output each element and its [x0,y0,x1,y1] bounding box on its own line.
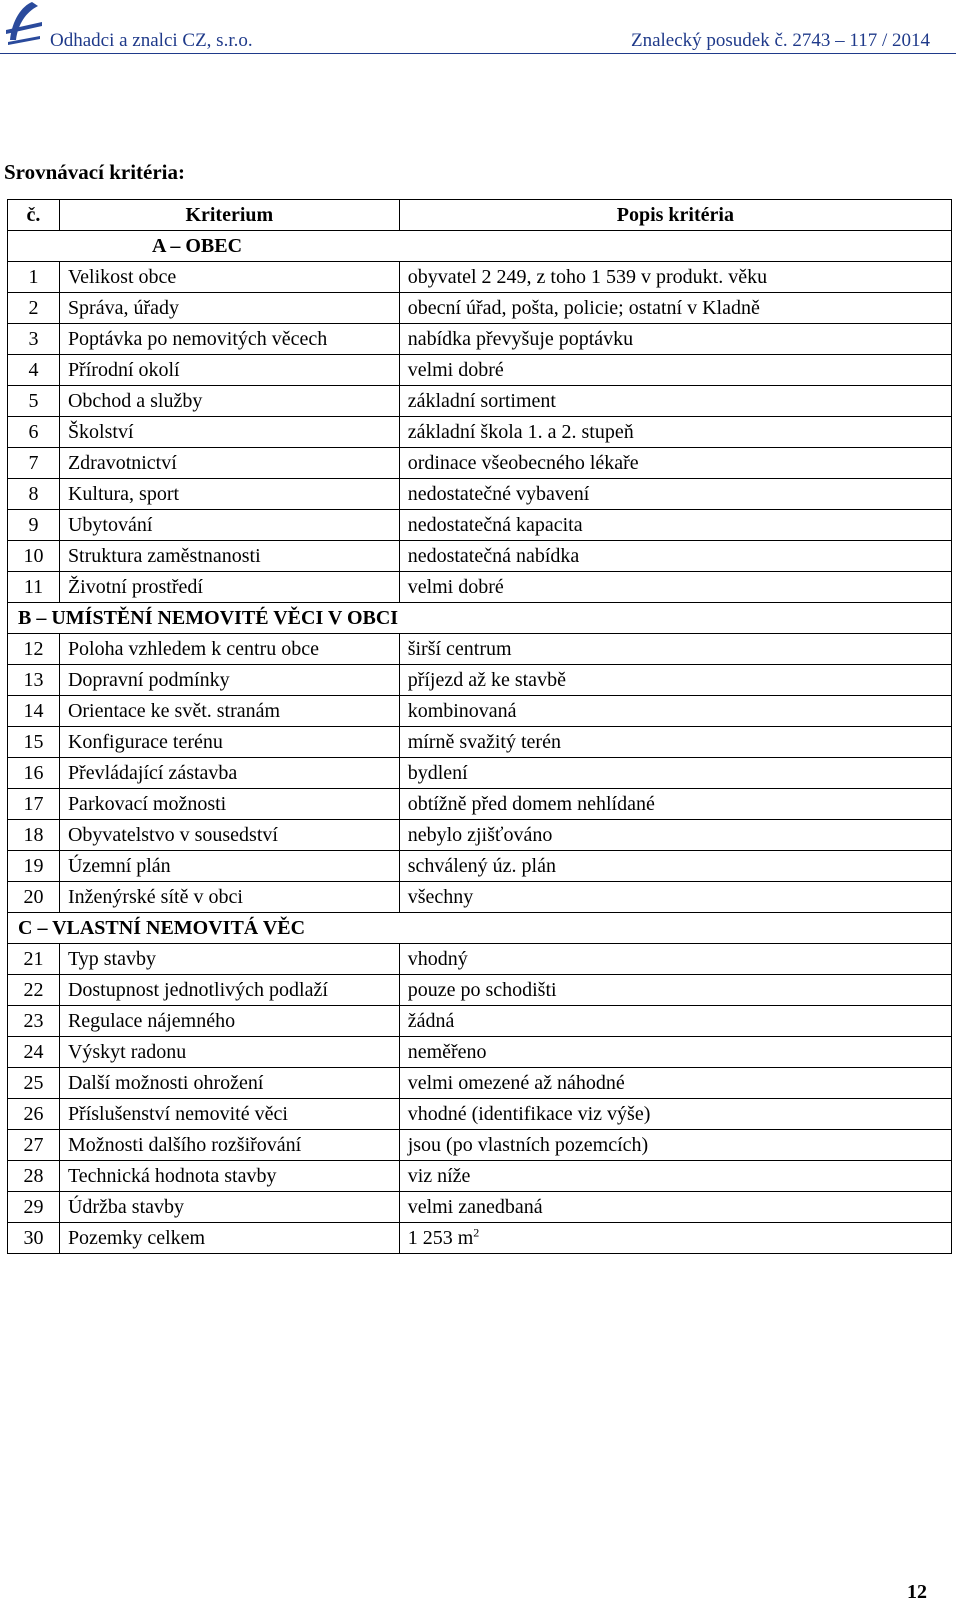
criterion-cell: Velikost obce [59,262,399,293]
description-cell: kombinovaná [399,696,951,727]
description-text: 1 253 m [407,1227,474,1249]
description-cell: nebylo zjišťováno [399,820,951,851]
table-row [8,448,952,479]
table-row [8,293,952,324]
row-number: 14 [8,696,60,727]
row-number: 20 [8,882,60,913]
group-header-row [8,231,952,262]
table-row [8,1037,952,1068]
row-number: 26 [8,1099,60,1130]
criterion-cell: Inženýrské sítě v obci [59,882,399,913]
row-number: 23 [8,1006,60,1037]
criterion-cell: Orientace ke svět. stranám [59,696,399,727]
row-number: 8 [8,479,60,510]
description-cell: ordinace všeobecného lékaře [399,448,951,479]
group-title: C – VLASTNÍ NEMOVITÁ VĚC [8,913,952,944]
unit-superscript: 2 [473,1225,480,1240]
criterion-cell: Převládající zástavba [59,758,399,789]
table-row [8,882,952,913]
description-cell: všechny [399,882,951,913]
description-cell: obyvatel 2 249, z toho 1 539 v produkt. věku [399,262,951,293]
description-cell: širší centrum [399,634,951,665]
criterion-cell: Dopravní podmínky [59,665,399,696]
row-number: 25 [8,1068,60,1099]
criterion-cell: Konfigurace terénu [59,727,399,758]
table-row [8,1192,952,1223]
criterion-cell: Správa, úřady [59,293,399,324]
criterion-cell: Struktura zaměstnanosti [59,541,399,572]
table-row [8,1068,952,1099]
row-number: 29 [8,1192,60,1223]
column-header-description: Popis kritéria [399,200,951,231]
criterion-cell: Ubytování [59,510,399,541]
table-row [8,1161,952,1192]
criterion-cell: Parkovací možnosti [59,789,399,820]
criterion-cell: Obyvatelstvo v sousedství [59,820,399,851]
table-row [8,851,952,882]
criterion-cell: Přírodní okolí [59,355,399,386]
row-number: 5 [8,386,60,417]
table-row [8,789,952,820]
description-cell: velmi dobré [399,355,951,386]
description-cell: velmi dobré [399,572,951,603]
table-row [8,510,952,541]
table-row [8,262,952,293]
criterion-cell: Další možnosti ohrožení [59,1068,399,1099]
company-logo-icon [4,0,44,50]
description-cell: vhodné (identifikace viz výše) [399,1099,951,1130]
table-row [8,1006,952,1037]
row-number: 21 [8,944,60,975]
row-number: 22 [8,975,60,1006]
row-number: 18 [8,820,60,851]
criterion-cell: Dostupnost jednotlivých podlaží [59,975,399,1006]
section-title: Srovnávací kritéria: [4,160,186,184]
table-header-row [8,200,952,231]
row-number: 1 [8,262,60,293]
row-number: 11 [8,572,60,603]
table-row [8,541,952,572]
row-number: 15 [8,727,60,758]
table-row [8,634,952,665]
criterion-cell: Příslušenství nemovité věci [59,1099,399,1130]
table-row [8,944,952,975]
description-cell: žádná [399,1006,951,1037]
group-header-row [8,603,952,634]
description-cell: obecní úřad, pošta, policie; ostatní v Kladně [399,293,951,324]
table-row [8,324,952,355]
criterion-cell: Údržba stavby [59,1192,399,1223]
header-divider [0,53,956,54]
description-cell: velmi zanedbaná [399,1192,951,1223]
table-row [8,820,952,851]
description-cell: pouze po schodišti [399,975,951,1006]
criterion-cell: Životní prostředí [59,572,399,603]
description-cell: vhodný [399,944,951,975]
table-row [8,727,952,758]
description-cell: nedostatečná nabídka [399,541,951,572]
row-number: 9 [8,510,60,541]
description-cell: jsou (po vlastních pozemcích) [399,1130,951,1161]
table-row [8,479,952,510]
row-number: 7 [8,448,60,479]
description-cell: velmi omezené až náhodné [399,1068,951,1099]
row-number: 30 [8,1223,60,1254]
page-header [0,0,960,56]
group-header-row [8,913,952,944]
table-row [8,572,952,603]
table-row [8,386,952,417]
table-row [8,1130,952,1161]
criterion-cell: Pozemky celkem [59,1223,399,1254]
row-number: 4 [8,355,60,386]
criterion-cell: Školství [59,417,399,448]
description-cell: nabídka převyšuje poptávku [399,324,951,355]
row-number: 6 [8,417,60,448]
row-number: 27 [8,1130,60,1161]
criteria-table [7,199,952,1254]
document-reference: Znalecký posudek č. 2743 – 117 / 2014 [630,30,930,51]
criterion-cell: Technická hodnota stavby [59,1161,399,1192]
criterion-cell: Poloha vzhledem k centru obce [59,634,399,665]
table-row [8,696,952,727]
row-number: 24 [8,1037,60,1068]
page-number: 12 [907,1581,927,1603]
column-header-criterion: Kriterium [59,200,399,231]
description-cell: nedostatečná kapacita [399,510,951,541]
criterion-cell: Regulace nájemného [59,1006,399,1037]
row-number: 17 [8,789,60,820]
row-number: 2 [8,293,60,324]
row-number: 13 [8,665,60,696]
criterion-cell: Typ stavby [59,944,399,975]
description-cell: nedostatečné vybavení [399,479,951,510]
criterion-cell: Kultura, sport [59,479,399,510]
column-header-number: č. [8,200,60,231]
description-cell: základní sortiment [399,386,951,417]
criterion-cell: Územní plán [59,851,399,882]
row-number: 19 [8,851,60,882]
row-number: 16 [8,758,60,789]
group-title: A – OBEC [8,231,952,262]
description-cell: viz níže [399,1161,951,1192]
criteria-table-body [8,231,952,1254]
criterion-cell: Výskyt radonu [59,1037,399,1068]
description-cell: příjezd až ke stavbě [399,665,951,696]
table-row [8,975,952,1006]
description-cell: schválený úz. plán [399,851,951,882]
row-number: 12 [8,634,60,665]
row-number: 10 [8,541,60,572]
criterion-cell: Zdravotnictví [59,448,399,479]
table-row [8,665,952,696]
company-name: Odhadci a znalci CZ, s.r.o. [50,30,253,51]
criterion-cell: Obchod a služby [59,386,399,417]
description-cell: obtížně před domem nehlídané [399,789,951,820]
table-row [8,417,952,448]
table-row [8,355,952,386]
row-number: 28 [8,1161,60,1192]
table-row [8,758,952,789]
criterion-cell: Poptávka po nemovitých věcech [59,324,399,355]
criterion-cell: Možnosti dalšího rozšiřování [59,1130,399,1161]
description-cell: bydlení [399,758,951,789]
description-cell: neměřeno [399,1037,951,1068]
description-cell: základní škola 1. a 2. stupeň [399,417,951,448]
table-row [8,1099,952,1130]
description-cell [399,1223,951,1254]
table-row [8,1223,952,1254]
group-title: B – UMÍSTĚNÍ NEMOVITÉ VĚCI V OBCI [8,603,952,634]
description-cell: mírně svažitý terén [399,727,951,758]
row-number: 3 [8,324,60,355]
